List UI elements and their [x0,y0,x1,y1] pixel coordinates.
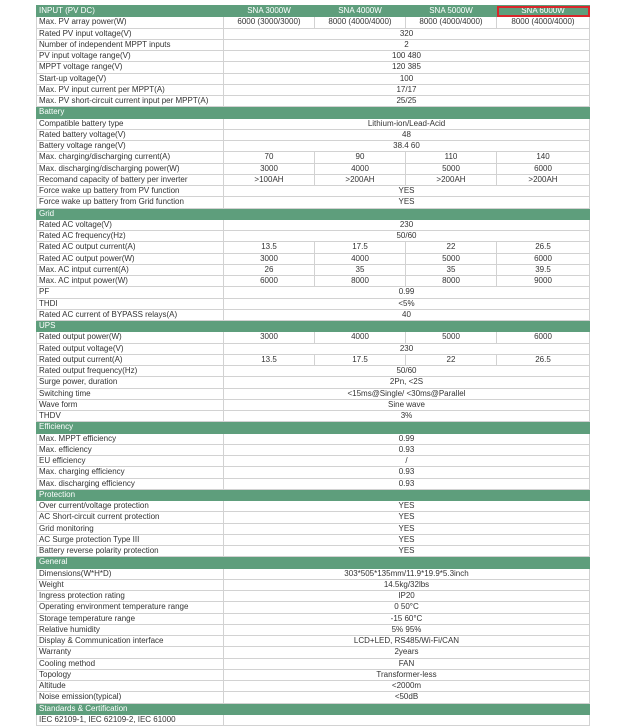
spec-value: 5000 [406,253,497,264]
spec-value: 3000 [224,332,315,343]
spec-value: FAN [224,658,590,669]
spec-row [37,433,590,444]
section-title: General [37,557,224,568]
spec-row [37,96,590,107]
section-fill [224,557,590,568]
spec-row [37,51,590,62]
spec-row [37,264,590,275]
spec-value: 26 [224,264,315,275]
spec-value: Lithium-ion/Lead-Acid [224,118,590,129]
spec-label: Max. discharging efficiency [37,478,224,489]
spec-value: 35 [315,264,406,275]
spec-value: 13.5 [224,242,315,253]
spec-table [36,5,590,726]
section-header [37,422,590,433]
spec-row [37,309,590,320]
spec-value: 230 [224,219,590,230]
spec-label: Cooling method [37,658,224,669]
spec-label: THDI [37,298,224,309]
spec-label: Max. AC intput current(A) [37,264,224,275]
spec-row [37,546,590,557]
spec-value: 50/60 [224,366,590,377]
spec-value: 17/17 [224,84,590,95]
section-fill [224,703,590,714]
spec-value: 5% 95% [224,624,590,635]
spec-row [37,467,590,478]
spec-label: Max. efficiency [37,444,224,455]
spec-value: 5000 [406,163,497,174]
spec-value: >200AH [497,174,590,185]
spec-value: 14.5kg/32lbs [224,579,590,590]
spec-label: Rated AC output current(A) [37,242,224,253]
section-title: Standards & Certification [37,703,224,714]
spec-value: 17.5 [315,354,406,365]
spec-value: 0.99 [224,433,590,444]
spec-row [37,444,590,455]
spec-row [37,129,590,140]
spec-row [37,354,590,365]
spec-value: 26.5 [497,354,590,365]
section-header [37,107,590,118]
spec-row [37,523,590,534]
spec-label: Compatible battery type [37,118,224,129]
model-header: SNA 5000W [406,6,497,17]
spec-label: Force wake up battery from PV function [37,186,224,197]
spec-value: 70 [224,152,315,163]
spec-label: Max. discharging/discharging power(W) [37,163,224,174]
spec-value: 39.5 [497,264,590,275]
section-header [37,557,590,568]
spec-row [37,28,590,39]
section-fill [224,107,590,118]
spec-row [37,366,590,377]
spec-row [37,84,590,95]
spec-label: Force wake up battery from Grid function [37,197,224,208]
spec-label: Rated AC frequency(Hz) [37,231,224,242]
spec-label: Switching time [37,388,224,399]
spec-value: 3000 [224,253,315,264]
spec-value: 4000 [315,163,406,174]
spec-value: / [224,456,590,467]
spec-label: THDV [37,411,224,422]
spec-label: AC Surge protection Type III [37,534,224,545]
spec-row [37,174,590,185]
spec-value: 48 [224,129,590,140]
spec-row [37,624,590,635]
spec-row [37,388,590,399]
spec-row [37,219,590,230]
spec-row [37,411,590,422]
spec-value: 303*505*135mm/11.9*19.9*5.3inch [224,568,590,579]
spec-value: 4000 [315,332,406,343]
spec-value: 3% [224,411,590,422]
spec-value: 0.99 [224,287,590,298]
spec-row [37,647,590,658]
spec-row [37,512,590,523]
spec-row [37,579,590,590]
spec-value: 4000 [315,253,406,264]
spec-value: 17.5 [315,242,406,253]
section-fill [224,321,590,332]
spec-row [37,534,590,545]
spec-value: >200AH [406,174,497,185]
spec-label: Rated battery voltage(V) [37,129,224,140]
spec-label: Surge power, duration [37,377,224,388]
spec-value: 110 [406,152,497,163]
spec-label: Grid monitoring [37,523,224,534]
spec-row [37,613,590,624]
spec-value: YES [224,197,590,208]
spec-value: 25/25 [224,96,590,107]
spec-label: Battery reverse polarity protection [37,546,224,557]
spec-value: 100 [224,73,590,84]
spec-label: Max. PV input current per MPPT(A) [37,84,224,95]
spec-row [37,152,590,163]
spec-value: YES [224,186,590,197]
spec-value: 38.4 60 [224,141,590,152]
spec-value: 22 [406,242,497,253]
spec-label: Rated output frequency(Hz) [37,366,224,377]
spec-value: 120 385 [224,62,590,73]
section-fill [224,422,590,433]
spec-value: 90 [315,152,406,163]
spec-label: Rated output voltage(V) [37,343,224,354]
spec-row [37,17,590,28]
model-header-selected: SNA 6000W [497,6,590,17]
spec-label: Noise emission(typical) [37,692,224,703]
spec-row [37,692,590,703]
spec-value: <50dB [224,692,590,703]
spec-value: 22 [406,354,497,365]
spec-label: Number of independent MPPT inputs [37,39,224,50]
spec-value: 13.5 [224,354,315,365]
spec-label: Start-up voltage(V) [37,73,224,84]
spec-value: 40 [224,309,590,320]
spec-label: Ingress protection rating [37,591,224,602]
spec-row [37,669,590,680]
spec-value: 0 50°C [224,602,590,613]
section-fill [224,489,590,500]
spec-row [37,298,590,309]
spec-value: 5000 [406,332,497,343]
spec-value: 0.93 [224,478,590,489]
spec-row [37,478,590,489]
spec-label: Battery voltage range(V) [37,141,224,152]
spec-row [37,276,590,287]
spec-row [37,332,590,343]
spec-value: 35 [406,264,497,275]
section-fill [224,208,590,219]
spec-label: Rated output power(W) [37,332,224,343]
spec-value: <5% [224,298,590,309]
spec-row [37,591,590,602]
spec-value: 8000 (4000/4000) [315,17,406,28]
spec-label: EU efficiency [37,456,224,467]
spec-row [37,163,590,174]
spec-value: 6000 [224,276,315,287]
spec-label: Altitude [37,681,224,692]
spec-label: IEC 62109-1, IEC 62109-2, IEC 61000 [37,714,224,725]
spec-row [37,242,590,253]
spec-label: Recomand capacity of battery per inverter [37,174,224,185]
spec-value: 8000 (4000/4000) [497,17,590,28]
spec-row [37,501,590,512]
spec-row [37,636,590,647]
spec-value: 3000 [224,163,315,174]
section-title: Protection [37,489,224,500]
spec-value: 100 480 [224,51,590,62]
spec-label: PV input voltage range(V) [37,51,224,62]
spec-row [37,118,590,129]
spec-value: <15ms@Single/ <30ms@Parallel [224,388,590,399]
spec-label: Rated AC voltage(V) [37,219,224,230]
spec-label: Display & Communication interface [37,636,224,647]
spec-value: IP20 [224,591,590,602]
spec-row [37,658,590,669]
spec-value: 320 [224,28,590,39]
spec-value: 26.5 [497,242,590,253]
spec-value: 50/60 [224,231,590,242]
spec-label: Storage temperature range [37,613,224,624]
section-title: Efficiency [37,422,224,433]
spec-row [37,231,590,242]
spec-value: 6000 [497,163,590,174]
spec-value: 8000 [406,276,497,287]
spec-label: AC Short-circuit current protection [37,512,224,523]
spec-value: 2Pn, <2S [224,377,590,388]
spec-label: Dimensions(W*H*D) [37,568,224,579]
spec-label: Weight [37,579,224,590]
spec-value: 0.93 [224,467,590,478]
spec-label: Wave form [37,399,224,410]
section-title: UPS [37,321,224,332]
spec-label: Max. AC intput power(W) [37,276,224,287]
section-header [37,6,590,17]
section-title: Grid [37,208,224,219]
section-header [37,703,590,714]
spec-value: YES [224,546,590,557]
spec-row [37,568,590,579]
spec-label: Max. PV array power(W) [37,17,224,28]
spec-value: YES [224,534,590,545]
model-header: SNA 4000W [315,6,406,17]
spec-value: 140 [497,152,590,163]
spec-value: LCD+LED, RS485/Wi-Fi/CAN [224,636,590,647]
section-header [37,489,590,500]
spec-value: 6000 [497,253,590,264]
spec-row [37,39,590,50]
spec-label: Rated PV input voltage(V) [37,28,224,39]
spec-value: -15 60°C [224,613,590,624]
spec-row [37,602,590,613]
spec-value: YES [224,512,590,523]
spec-label: MPPT voltage range(V) [37,62,224,73]
spec-row [37,253,590,264]
section-header [37,208,590,219]
spec-value: 2 [224,39,590,50]
spec-value: 9000 [497,276,590,287]
spec-row [37,343,590,354]
section-header [37,321,590,332]
spec-label: PF [37,287,224,298]
spec-label: Over current/voltage protection [37,501,224,512]
model-header: SNA 3000W [224,6,315,17]
section-title: INPUT (PV DC) [37,6,224,17]
spec-label: Rated AC output power(W) [37,253,224,264]
spec-value: 0.93 [224,444,590,455]
spec-value: >100AH [224,174,315,185]
spec-row [37,399,590,410]
spec-row [37,62,590,73]
spec-value: 6000 [497,332,590,343]
spec-label: Rated AC current of BYPASS relays(A) [37,309,224,320]
spec-value: YES [224,523,590,534]
spec-label: Max. charging/discharging current(A) [37,152,224,163]
spec-value: 8000 [315,276,406,287]
spec-label: Rated output current(A) [37,354,224,365]
spec-value: Sine wave [224,399,590,410]
spec-value: 6000 (3000/3000) [224,17,315,28]
spec-label: Max. MPPT efficiency [37,433,224,444]
spec-value: 2years [224,647,590,658]
spec-value: 8000 (4000/4000) [406,17,497,28]
spec-row [37,287,590,298]
spec-row [37,456,590,467]
spec-row [37,73,590,84]
spec-label: Max. PV short-circuit current input per MPPT(A) [37,96,224,107]
spec-value: Transformer-less [224,669,590,680]
spec-row [37,197,590,208]
spec-row [37,186,590,197]
spec-row [37,141,590,152]
spec-value: YES [224,501,590,512]
spec-row [37,681,590,692]
spec-label: Max. charging efficiency [37,467,224,478]
spec-row [37,377,590,388]
spec-value: 230 [224,343,590,354]
spec-label: Warranty [37,647,224,658]
spec-label: Operating environment temperature range [37,602,224,613]
spec-value: >200AH [315,174,406,185]
spec-label: Relative humidity [37,624,224,635]
spec-label: Topology [37,669,224,680]
spec-value: <2000m [224,681,590,692]
section-title: Battery [37,107,224,118]
